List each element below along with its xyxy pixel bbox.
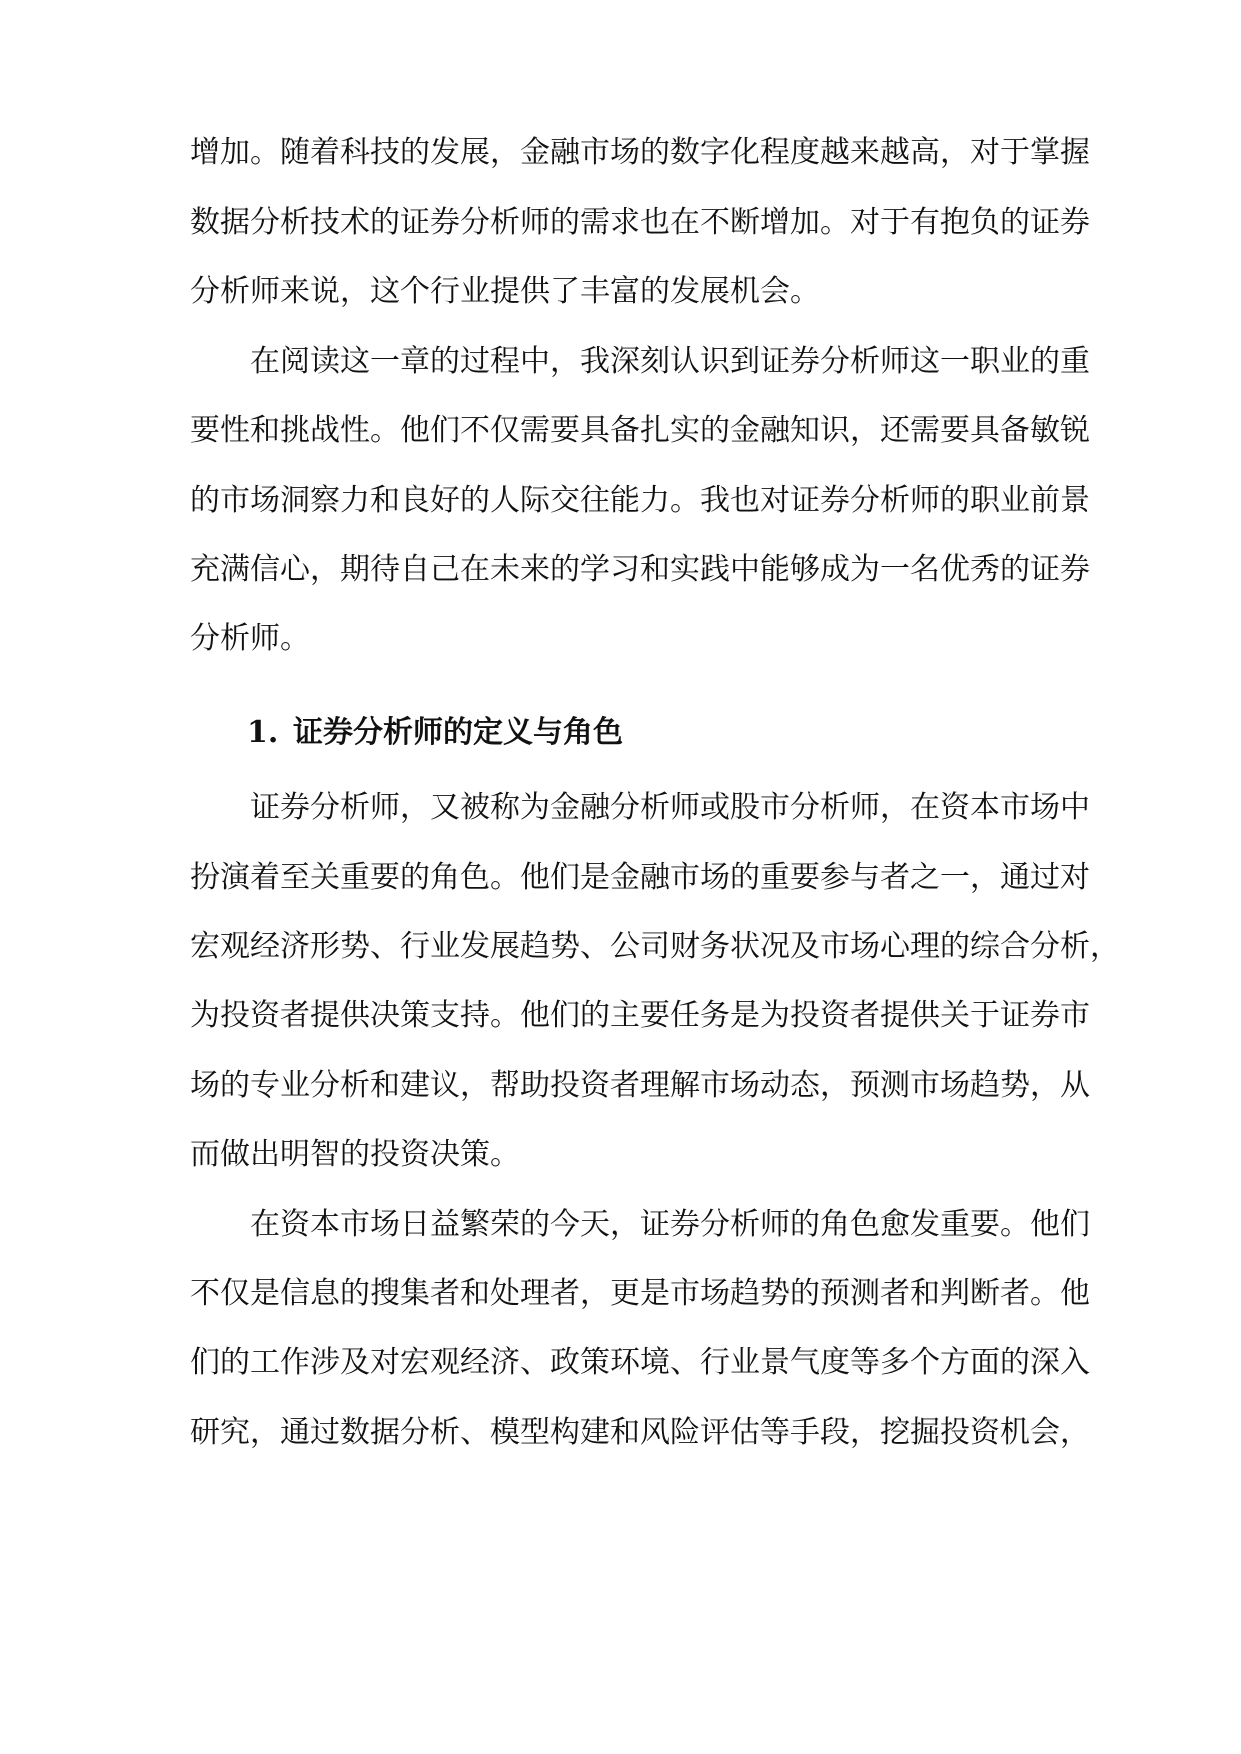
section-heading: [247, 713, 623, 753]
text-line: 为投资者提供决策支持。他们的主要任务是为投资者提供关于证券市: [190, 998, 1090, 1033]
text-line: 数据分析技术的证券分析师的需求也在不断增加。对于有抱负的证券: [190, 205, 1090, 240]
text-line: 研究，通过数据分析、模型构建和风险评估等手段，挖掘投资机会，: [190, 1415, 1090, 1450]
text-line: 的市场洞察力和良好的人际交往能力。我也对证券分析师的职业前景: [190, 483, 1090, 518]
text-line: 在资本市场日益繁荣的今天，证券分析师的角色愈发重要。他们: [250, 1207, 1090, 1242]
text-line: 增加。随着科技的发展，金融市场的数字化程度越来越高，对于掌握: [190, 135, 1090, 170]
section-number: 1.: [247, 715, 279, 750]
text-line: 充满信心，期待自己在未来的学习和实践中能够成为一名优秀的证券: [190, 552, 1090, 587]
text-line: 宏观经济形势、行业发展趋势、公司财务状况及市场心理的综合分析，: [190, 929, 1120, 964]
text-line: 分析师来说，这个行业提供了丰富的发展机会。: [190, 274, 820, 309]
text-line: 场的专业分析和建议，帮助投资者理解市场动态，预测市场趋势，从: [190, 1068, 1090, 1103]
text-line: 们的工作涉及对宏观经济、政策环境、行业景气度等多个方面的深入: [190, 1345, 1090, 1380]
text-line: 不仅是信息的搜集者和处理者，更是市场趋势的预测者和判断者。他: [190, 1276, 1090, 1311]
text-line: 而做出明智的投资决策。: [190, 1137, 520, 1172]
text-line: 分析师。: [190, 621, 310, 656]
text-line: 要性和挑战性。他们不仅需要具备扎实的金融知识，还需要具备敏锐: [190, 413, 1090, 448]
text-line: 证券分析师，又被称为金融分析师或股市分析师，在资本市场中: [250, 790, 1090, 825]
section-title: 证券分析师的定义与角色: [293, 715, 623, 750]
text-line: 在阅读这一章的过程中，我深刻认识到证券分析师这一职业的重: [250, 344, 1090, 379]
text-line: 扮演着至关重要的角色。他们是金融市场的重要参与者之一，通过对: [190, 860, 1090, 895]
